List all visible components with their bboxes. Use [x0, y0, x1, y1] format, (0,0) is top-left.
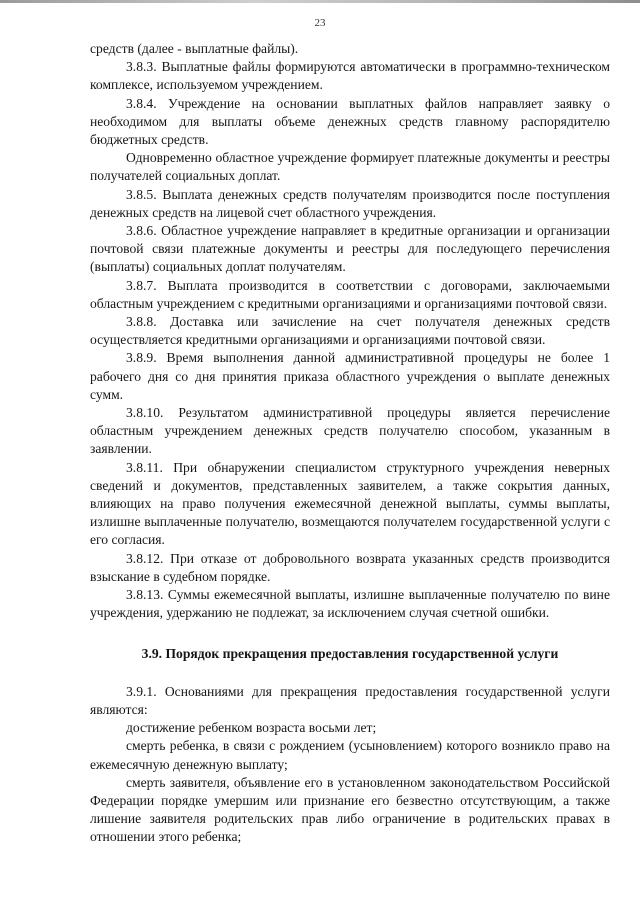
paragraph-3-8-12: 3.8.12. При отказе от добровольного возврата указанных средств производится взыскание в судебном порядке. [90, 550, 610, 584]
page-number: 23 [314, 17, 326, 29]
paragraph-3-8-9: 3.8.9. Время выполнения данной административной процедуры не более 1 рабочего дня со дня принятия приказа областного учреждения о выплате денежных сумм. [90, 350, 610, 402]
list-item-applicant-death: смерть заявителя, объявление его в установленном законодательством Российской Федерации порядке умершим или признание его безвестно отсутствующим, а также лишение заявителя родительских прав либо ограничение в родительских правах в отношении этого ребенка; [90, 774, 610, 845]
paragraph-3-8-4: 3.8.4. Учреждение на основании выплатных файлов направляет заявку о необходимом для выплаты объеме денежных средств главному распорядителю бюджетных средств. [90, 95, 610, 148]
paragraph-3-8-13: 3.8.13. Суммы ежемесячной выплаты, излишне выплаченные получателю по вине учреждения, удержанию не подлежат, за исключением случая счетной ошибки. [90, 587, 610, 621]
paragraph-3-9-1: 3.9.1. Основаниями для прекращения предоставления государственной услуги являются: [90, 683, 610, 717]
paragraph-3-8-3: 3.8.3. Выплатные файлы формируются автоматически в программно-техническом комплексе, используемом учреждением. [90, 59, 610, 93]
paragraph-3-8-11: 3.8.11. При обнаружении специалистом структурного учреждения неверных сведений и документов, представленных заявителем, а также сокрытия данных, влияющих на право получения ежемесячной денежной выплаты, суммы выплаты, излишне выплаченные получателю, возмещаются получателем государственной услуги с его согласия. [90, 459, 610, 548]
paragraph-3-8-6: 3.8.6. Областное учреждение направляет в кредитные организации и организации почтовой связи платежные документы и реестры для последующего перечисления (выплаты) социальных доплат получателям. [90, 223, 610, 275]
paragraph-3-8-7: 3.8.7. Выплата производится в соответствии с договорами, заключаемыми областным учреждением с кредитными организациями и организациями почтовой связи. [90, 277, 610, 311]
list-item-child-age: достижение ребенком возраста восьми лет; [126, 720, 377, 736]
paragraph-simultaneously: Одновременно областное учреждение формирует платежные документы и реестры получателей социальных доплат. [90, 150, 610, 184]
paragraph-3-8-8: 3.8.8. Доставка или зачисление на счет получателя денежных средств осуществляется кредитными организациями и организациями почтовой связи. [90, 314, 610, 348]
paragraph-3-8-5: 3.8.5. Выплата денежных средств получателям производится после поступления денежных средств на лицевой счет областного учреждения. [90, 186, 610, 220]
scan-edge [0, 0, 640, 3]
list-item-child-death: смерть ребенка, в связи с рождением (усыновлением) которого возникло право на ежемесячную денежную выплату; [90, 738, 610, 772]
document-body [90, 40, 610, 847]
paragraph-3-8-10: 3.8.10. Результатом административной процедуры является перечисление областным учреждением денежных средств получателю способом, указанным в заявлении. [90, 405, 610, 457]
paragraph-continuation: средств (далее - выплатные файлы). [90, 41, 299, 56]
section-heading-3-9: 3.9. Порядок прекращения предоставления государственной услуги [141, 645, 559, 661]
